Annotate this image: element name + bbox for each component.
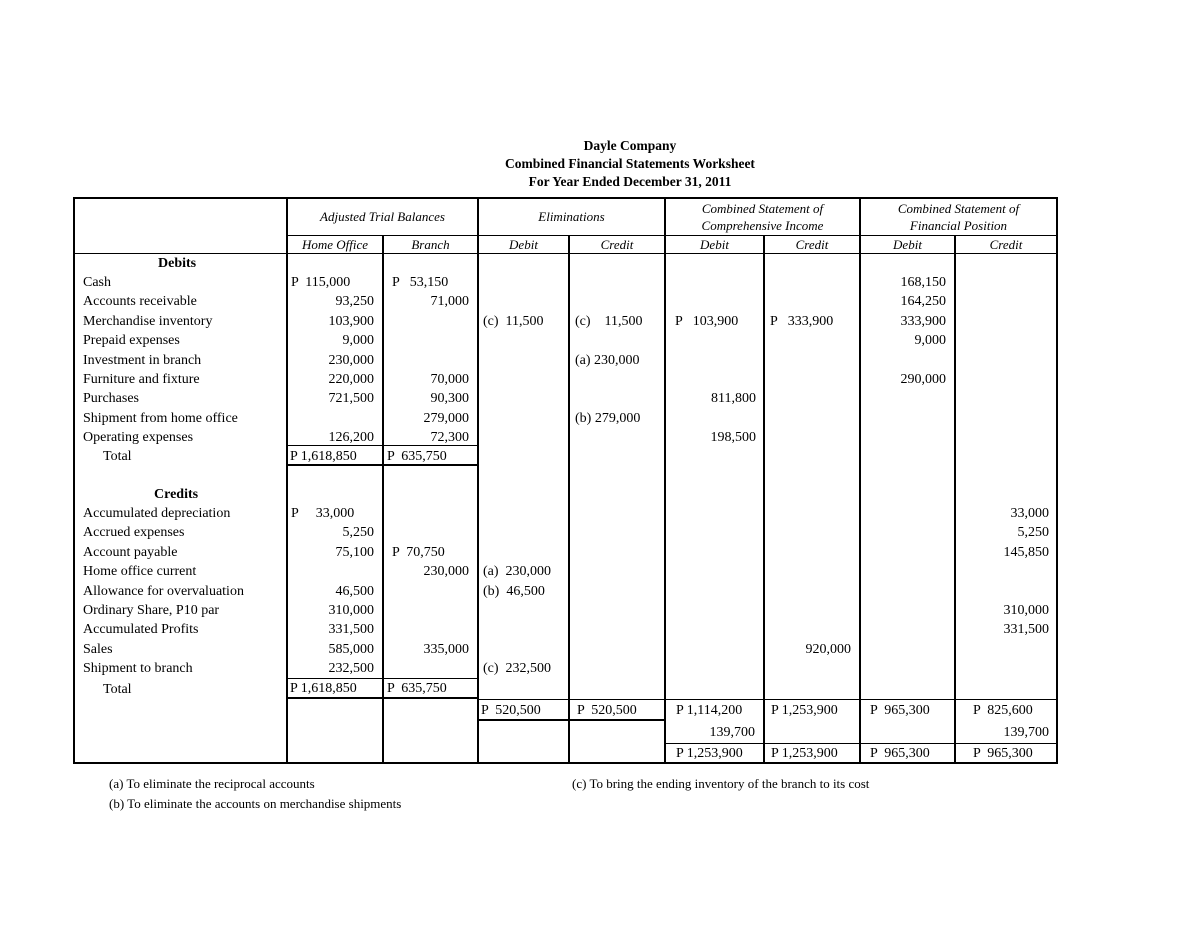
debit-row-8-label: Operating expenses: [83, 430, 194, 446]
header-income-credit: Credit: [795, 237, 829, 252]
debit-row-8-id: 198,500: [710, 430, 756, 446]
summary-top-rule: [478, 699, 1057, 700]
debit-row-5-fd: 290,000: [900, 372, 946, 387]
header-position-credit: Credit: [989, 237, 1023, 252]
debit-row-5-label: Furniture and fixture: [83, 372, 200, 387]
credit-row-0-label: Accumulated depreciation: [83, 506, 231, 521]
credit-row-6-fc: 331,500: [1003, 622, 1049, 638]
debit-row-1-fd: 164,250: [900, 294, 946, 310]
credit-row-2-ho: 75,100: [335, 544, 374, 560]
credit-row-5-fc: 310,000: [1003, 603, 1049, 618]
debit-row-2-ed: (c) 11,500: [483, 313, 544, 329]
debit-row-0-br: P 53,150: [392, 275, 449, 290]
position-debit-total: P 965,300: [870, 703, 930, 718]
header-rule-2: [287, 253, 1057, 254]
debit-row-7-ec: (b) 279,000: [575, 410, 641, 426]
income-debit-grand-total: P 1,253,900: [676, 746, 743, 761]
debit-row-8-ho: 126,200: [328, 430, 374, 446]
credit-row-4-ho: 46,500: [335, 583, 374, 599]
debit-row-6-id: 811,800: [711, 391, 756, 407]
debit-row-6-br: 90,300: [430, 391, 469, 407]
income-debit-total: P 1,114,200: [676, 703, 743, 718]
header-home-office: Home Office: [301, 237, 369, 252]
header-position-line1: Combined Statement of: [897, 201, 1020, 216]
credit-row-1-label: Accrued expenses: [83, 525, 185, 541]
credit-row-2-br: P 70,750: [392, 544, 445, 560]
credit-row-3-label: Home office current: [83, 564, 197, 580]
position-debit-grand-total: P 965,300: [870, 746, 930, 761]
header-position-debit: Debit: [893, 237, 922, 252]
col-line-position-credit: [954, 236, 956, 764]
debit-row-7-label: Shipment from home office: [83, 410, 238, 426]
debit-row-4-ho: 230,000: [328, 352, 374, 368]
elim-debit-total: P 520,500: [481, 703, 541, 718]
credit-row-4-label: Allowance for overvaluation: [83, 583, 244, 599]
elim-credit-total: P 520,500: [577, 703, 637, 718]
credit-total-home: P 1,618,850: [290, 681, 357, 696]
credit-row-8-label: Shipment to branch: [83, 661, 193, 677]
debit-row-0-label: Cash: [83, 275, 111, 290]
col-line-branch: [382, 236, 384, 764]
header-adjusted-trial-balances: Adjusted Trial Balances: [320, 209, 445, 224]
credit-row-1-fc: 5,250: [1017, 525, 1049, 541]
credit-row-6-ho: 331,500: [328, 622, 374, 638]
footnote-b: (b) To eliminate the accounts on merchandise shipments: [109, 796, 402, 811]
credit-row-2-fc: 145,850: [1003, 544, 1049, 560]
header-elim-credit: Credit: [600, 237, 634, 252]
debit-row-2-id: P 103,900: [675, 313, 739, 329]
section-debits: Debits: [158, 256, 197, 271]
position-net-income: 139,700: [1003, 725, 1049, 740]
income-credit-grand-total: P 1,253,900: [771, 746, 838, 761]
header-elim-debit: Debit: [509, 237, 538, 252]
credit-row-3-br: 230,000: [423, 564, 469, 580]
debit-row-2-ho: 103,900: [328, 313, 374, 329]
debit-row-1-label: Accounts receivable: [83, 294, 197, 310]
header-branch: Branch: [411, 237, 450, 252]
credit-row-4-ed: (b) 46,500: [483, 583, 545, 599]
debit-row-3-label: Prepaid expenses: [83, 333, 180, 349]
debit-row-2-ic: P 333,900: [770, 313, 834, 329]
section-credits: Credits: [154, 487, 199, 502]
credit-row-0-ho: P 33,000: [291, 506, 355, 521]
debit-row-2-fd: 333,900: [900, 313, 946, 329]
credit-total-label: Total: [103, 682, 132, 697]
debit-row-1-ho: 93,250: [335, 294, 374, 310]
worksheet-title: Combined Financial Statements Worksheet: [505, 156, 755, 171]
income-net-income: 139,700: [709, 725, 755, 740]
debit-row-6-label: Purchases: [83, 391, 139, 407]
debit-row-5-ho: 220,000: [328, 372, 374, 387]
header-position-line2: Financial Position: [909, 218, 1008, 233]
debit-row-0-fd: 168,150: [900, 275, 946, 290]
debit-row-7-br: 279,000: [423, 410, 469, 426]
debit-row-3-ho: 9,000: [342, 333, 374, 349]
debit-row-8-br: 72,300: [430, 430, 469, 446]
debit-row-1-br: 71,000: [430, 294, 469, 310]
header-income-line2: Comprehensive Income: [701, 218, 824, 233]
debit-row-2-label: Merchandise inventory: [83, 313, 213, 329]
col-line-elim-credit: [568, 236, 570, 764]
company-name: Dayle Company: [583, 138, 677, 153]
debit-row-6-ho: 721,500: [328, 391, 374, 407]
debit-row-5-br: 70,000: [430, 372, 469, 387]
credit-total-branch: P 635,750: [387, 681, 447, 696]
header-income-debit: Debit: [700, 237, 729, 252]
income-credit-total: P 1,253,900: [771, 703, 838, 718]
footnote-c: (c) To bring the ending inventory of the branch to its cost: [572, 776, 870, 791]
credit-row-7-label: Sales: [83, 641, 113, 657]
debit-total-label: Total: [103, 449, 132, 464]
debit-row-0-ho: P 115,000: [291, 275, 351, 290]
position-credit-grand-total: P 965,300: [973, 746, 1033, 761]
debit-row-4-label: Investment in branch: [83, 352, 202, 368]
debit-row-3-fd: 9,000: [914, 333, 946, 349]
credit-row-6-label: Accumulated Profits: [83, 622, 199, 638]
debit-total-home: P 1,618,850: [290, 449, 357, 464]
header-income-line1: Combined Statement of: [701, 201, 824, 216]
credit-row-7-br: 335,000: [423, 641, 469, 657]
footnote-a: (a) To eliminate the reciprocal accounts: [109, 776, 315, 791]
credit-row-2-label: Account payable: [83, 544, 178, 560]
position-credit-total: P 825,600: [973, 703, 1033, 718]
credit-row-7-ho: 585,000: [328, 641, 374, 657]
col-line-income: [664, 197, 666, 764]
credit-row-5-label: Ordinary Share, P10 par: [83, 603, 220, 618]
credit-row-0-fc: 33,000: [1010, 506, 1049, 521]
worksheet-period: For Year Ended December 31, 2011: [528, 174, 732, 189]
col-line-income-credit: [763, 236, 765, 764]
credit-row-8-ho: 232,500: [328, 661, 374, 677]
credit-row-1-ho: 5,250: [342, 525, 374, 541]
credit-row-5-ho: 310,000: [328, 603, 374, 618]
debit-total-branch: P 635,750: [387, 449, 447, 464]
credit-row-3-ed: (a) 230,000: [483, 564, 552, 580]
header-eliminations: Eliminations: [538, 209, 605, 224]
col-line-position: [859, 197, 861, 764]
debit-row-2-ec: (c) 11,500: [575, 313, 643, 329]
credit-row-8-ed: (c) 232,500: [483, 661, 552, 677]
debit-row-4-ec: (a) 230,000: [575, 352, 640, 368]
credit-row-7-ic: 920,000: [805, 641, 851, 657]
